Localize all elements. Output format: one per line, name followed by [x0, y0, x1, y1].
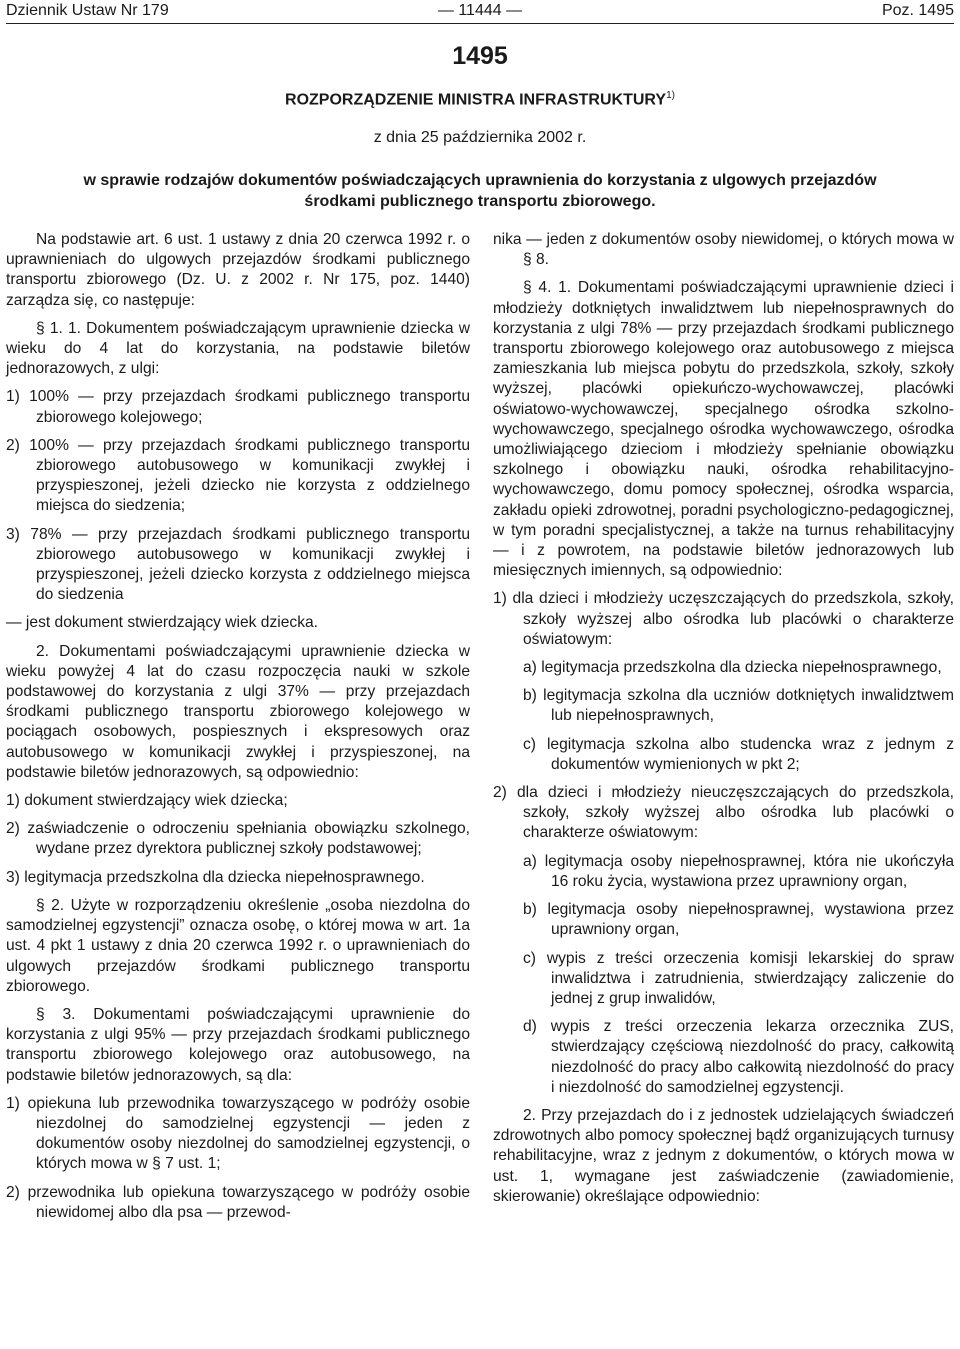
sub-item: a) legitymacja osoby niepełnosprawnej, która nie ukończyła 16 roku życia, wystawiona przez uprawniony organ, — [523, 852, 954, 890]
document-subject — [0, 170, 960, 212]
page-number: — 11444 — — [437, 2, 523, 19]
list-item: 2) 100% — przy przejazdach środkami publicznego transportu zbiorowego autobusowego w komunikacji zwykłej i przyspieszonej, jeżeli dziecko nie korzysta z oddzielnego miejsca do siedzenia; — [6, 436, 470, 515]
list-item: 1) 100% — przy przejazdach środkami publicznego transportu zbiorowego kolejowego; — [6, 388, 470, 426]
list-item: 1) dokument stwierdzający wiek dziecka; — [6, 792, 288, 810]
section-4-1: § 4. 1. Dokumentami poświadczającymi uprawnienie dzieci i młodzieży dotkniętych inwalidztwem lub niepełnosprawnych do korzystania z ulgi 78% — przy przejazdach środkami publicznego transportu zbiorowego kolejowego oraz autobusowego z miejsca zamieszkania lub miejsca pobytu do przedszkola, szkoły, szkoły wyższej, placówki opiekuńczo-wychowawczej, placówki oświatowo-wychowawczej, specjalnego ośrodka szkolno-wychowawczego, specjalnego ośrodka wychowawczego, ośrodka umożliwiającego dzieciom i młodzieży spełnianie obowiązku szkolnego i obowiązku nauki, ośrodka rehabilitacyjno-wychowawczego, domu pomocy społecznej, ośrodka wsparcia, zakładu opieki zdrowotnej, poradni psychologiczno-pedagogicznej, w tym poradni specjalistycznej, a także na turnus rehabilitacyjny — i z powrotem, na podstawie biletów jednorazowych lub miesięcznych imiennych, są odpowiednio: — [493, 279, 954, 580]
list-item: 3) legitymacja przedszkolna dla dziecka niepełnosprawnego. — [6, 868, 425, 886]
sub-item: c) wypis z treści orzeczenia komisji lekarskiej do spraw inwalidztwa i zatrudnienia, stwierdzający zaliczenie do jednej z grup inwalidów, — [523, 949, 954, 1007]
sub-item: b) legitymacja szkolna dla uczniów dotkniętych inwalidztwem lub niepełnosprawnych, — [523, 687, 954, 725]
list-item: 2) zaświadczenie o odroczeniu spełniania obowiązku szkolnego, wydane przez dyrektora publicznej szkoły podstawowej; — [6, 820, 470, 858]
document-number: 1495 — [452, 42, 508, 70]
right-column — [493, 230, 954, 1215]
list-item: 2) dla dzieci i młodzieży nieuczęszczających do przedszkola, szkoły, szkoły wyższej albo ośrodka lub placówki o charakterze oświatowym: — [493, 784, 954, 842]
sub-item: a) legitymacja przedszkolna dla dziecka niepełnosprawnego, — [523, 659, 942, 677]
sub-item: d) wypis z treści orzeczenia lekarza orzecznika ZUS, stwierdzający częściową niezdolność do pracy, całkowitą niezdolność do pracy albo całkowitą niezdolność do pracy i niezdolność do samodzielnej egzystencji. — [523, 1018, 954, 1096]
section-4-2: 2. Przy przejazdach do i z jednostek udzielających świadczeń zdrowotnych albo pomocy społecznej bądź organizujących turnusy rehabilitacyjne, wraz z jednym z dokumentów, o których mowa w ust. 1, wymagane jest zaświadczenie (zawiadomienie, skierowanie) określające odpowiednio: — [493, 1106, 954, 1205]
journal-name: Dziennik Ustaw Nr 179 — [6, 2, 169, 19]
continuation-text: nika — jeden z dokumentów osoby niewidomej, o których mowa w § 8. — [493, 231, 954, 269]
section-1-2: 2. Dokumentami poświadczającymi uprawnienie dziecka w wieku powyżej 4 lat do czasu rozpoczęcia nauki w szkole podstawowej do korzystania z ulgi 37% — przy przejazdach środkami publicznego transportu zbiorowego kolejowego w pociągach osobowych, pospiesznych i ekspresowych oraz autobusowego w komunikacji zwykłej i przyspieszonej, na podstawie biletów jednorazowych, są odpowiednio: — [6, 642, 470, 781]
subject-line-1: w sprawie rodzajów dokumentów poświadczających uprawnienia do korzystania z ulgowych przejazdów — [83, 172, 877, 189]
sub-item: c) legitymacja szkolna albo studencka wraz z jednym z dokumentów wymienionych w pkt 2; — [523, 735, 954, 773]
section-1-1: § 1. 1. Dokumentem poświadczającym uprawnienie dziecka w wieku do 4 lat do korzystania, na podstawie biletów jednorazowych, z ulgi: — [6, 319, 470, 378]
position-number: Poz. 1495 — [881, 2, 954, 19]
document-title — [0, 90, 960, 109]
title-text: ROZPORZĄDZENIE MINISTRA INFRASTRUKTURY — [285, 91, 667, 109]
section-3: § 3. Dokumentami poświadczającymi uprawnienie do korzystania z ulgi 95% — przy przejazdach środkami publicznego transportu zbiorowego kolejowego oraz autobusowego, na podstawie biletów jednorazowych, są dla: — [6, 1005, 470, 1084]
document-date: z dnia 25 października 2002 r. — [373, 129, 587, 146]
header-divider — [6, 23, 954, 24]
list-item: 3) 78% — przy przejazdach środkami publicznego transportu zbiorowego autobusowego w komunikacji zwykłej i przyspieszonej, jeżeli dziecko korzysta z oddzielnego miejsca do siedzenia — [6, 525, 470, 604]
list-item: 1) opiekuna lub przewodnika towarzyszącego w podróży osobie niezdolnej do samodzielnej egzystencji — jeden z dokumentów osoby niezdolnej do samodzielnej egzystencji, o których mowa w § 7 ust. 1; — [6, 1094, 470, 1173]
footnote-mark: 1) — [666, 90, 675, 101]
section-2: § 2. Użyte w rozporządzeniu określenie „osoba niezdolna do samodzielnej egzystencji” oznacza osobę, o której mowa w art. 1a ust. 4 pkt 1 ustawy z dnia 20 czerwca 1992 r. o uprawnieniach do ulgowych przejazdów środkami publicznego transportu zbiorowego. — [6, 896, 470, 995]
list-item: 2) przewodnika lub opiekuna towarzyszącego w podróży osobie niewidomej albo dla psa — przewod- — [6, 1183, 470, 1221]
sub-item: b) legitymacja osoby niepełnosprawnej, wystawiona przez uprawniony organ, — [523, 901, 954, 939]
section-1-1-tail: — jest dokument stwierdzający wiek dziecka. — [6, 614, 318, 632]
left-column — [6, 230, 470, 1231]
page-header — [6, 0, 954, 24]
subject-line-2: środkami publicznego transportu zbiorowego. — [304, 193, 656, 210]
list-item: 1) dla dzieci i młodzieży uczęszczających do przedszkola, szkoły, szkoły wyższej albo ośrodka lub placówki o charakterze oświatowym: — [493, 590, 954, 648]
intro-paragraph: Na podstawie art. 6 ust. 1 ustawy z dnia 20 czerwca 1992 r. o uprawnieniach do ulgowych przejazdów środkami publicznego transportu zbiorowego (Dz. U. z 2002 r. Nr 175, poz. 1440) zarządza się, co następuje: — [6, 231, 470, 309]
